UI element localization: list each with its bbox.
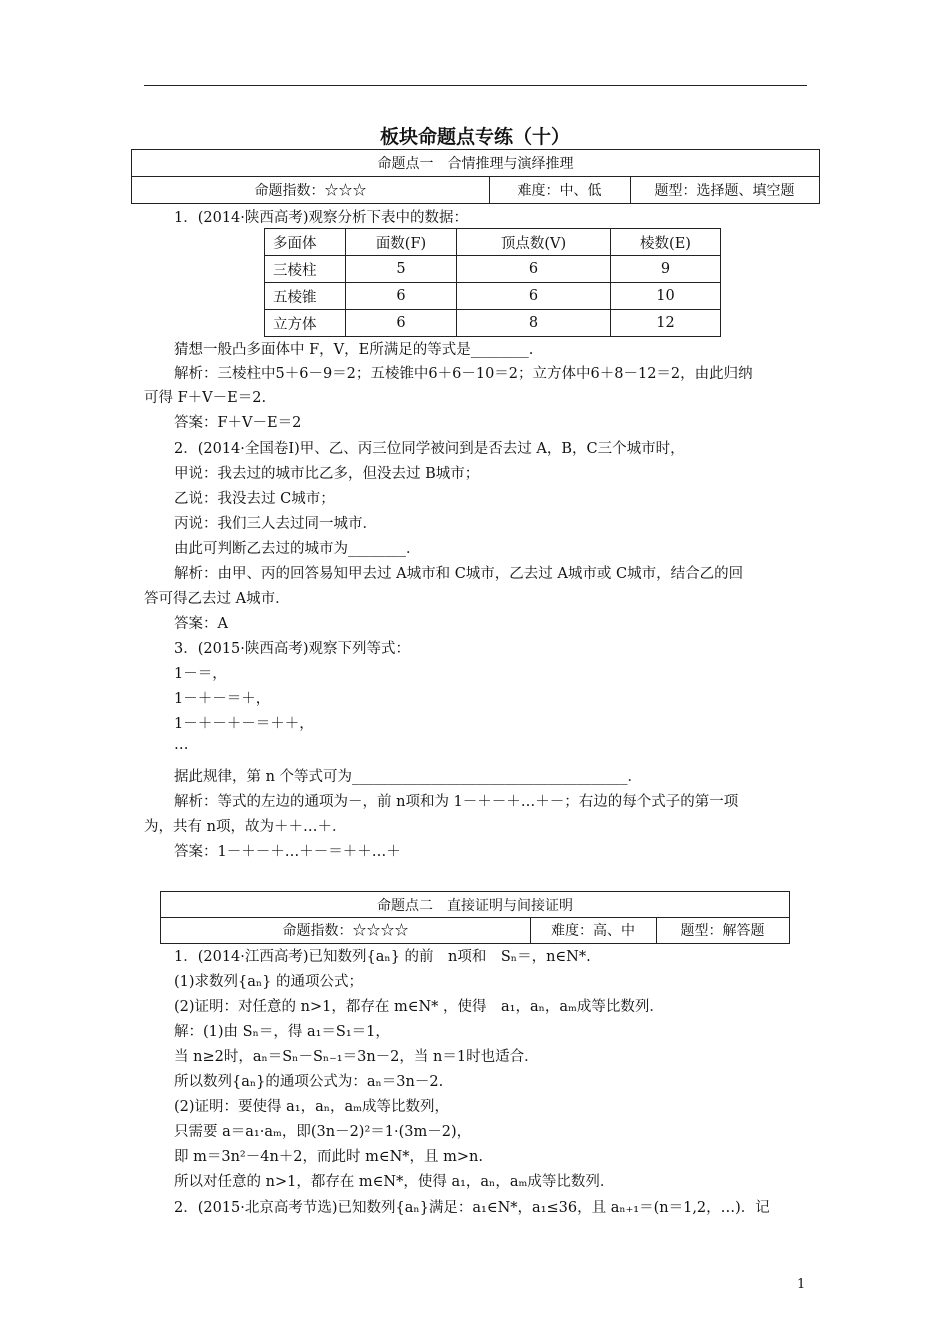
q3-solution-cont: 为，共有 n项，故为＋＋…＋． (144, 819, 347, 835)
table-header-cell: 棱数(E) (611, 229, 721, 256)
q3-stem: 3．(2015·陕西高考)观察下列等式： (174, 641, 411, 657)
q3-equation-1: 1－＝， (174, 666, 227, 682)
table-cell: 五棱锥 (265, 283, 346, 310)
table-header-cell: 面数(F) (346, 229, 457, 256)
p1-solution-4: (2)证明：要使得 a₁，aₙ，aₘ成等比数列， (174, 1099, 450, 1115)
table-row (265, 256, 721, 283)
table-cell: 8 (457, 310, 611, 337)
section1-type: 题型：选择题、填空题 (654, 182, 795, 199)
section2-header: 命题点二 直接证明与间接证明 (377, 897, 573, 914)
table-cell: 10 (611, 283, 721, 310)
q2-statement-bing: 丙说：我们三人去过同一城市． (174, 516, 377, 532)
section1-box (131, 149, 820, 204)
p1-part1: (1)求数列{aₙ} 的通项公式； (174, 974, 364, 990)
table-header-cell: 多面体 (265, 229, 346, 256)
table-header-cell: 顶点数(V) (457, 229, 611, 256)
q3-ellipsis: … (174, 737, 189, 753)
p1-solution-6: 即 m＝3n²－4n＋2，而此时 m∈N*，且 m>n. (174, 1149, 484, 1165)
q2-statement-yi: 乙说：我没去过 C城市； (174, 491, 335, 507)
p1-stem: 1．(2014·江西高考)已知数列{aₙ} 的前 n项和 Sₙ＝，n∈N*. (174, 949, 591, 965)
table-cell: 12 (611, 310, 721, 337)
section2-difficulty: 难度：高、中 (551, 923, 635, 939)
section2-type: 题型：解答题 (680, 923, 765, 939)
q1-stem: 1．(2014·陕西高考)观察分析下表中的数据： (174, 210, 469, 226)
table-cell: 6 (457, 256, 611, 283)
p1-solution-5: 只需要 a＝a₁·aₘ，即(3n－2)²＝1·(3m－2)， (174, 1124, 472, 1140)
table-cell: 5 (346, 256, 457, 283)
q1-question: 猜想一般凸多面体中 F，V，E所满足的等式是________. (174, 342, 534, 358)
page-title: 板块命题点专练（十） (379, 126, 570, 148)
section1-header: 命题点一 合情推理与演绎推理 (377, 156, 574, 172)
p1-solution-2: 当 n≥2时，aₙ＝Sₙ－Sₙ₋₁＝3n－2，当 n＝1时也适合． (174, 1049, 539, 1065)
q2-answer: 答案：A (174, 616, 228, 632)
q3-equation-2: 1－＋－＝＋， (174, 691, 271, 707)
q2-question: 由此可判断乙去过的城市为________． (174, 541, 421, 557)
q3-answer: 答案：1－＋－＋…＋－＝＋＋…＋ (174, 844, 401, 860)
q2-solution-cont: 答可得乙去过 A城市． (144, 591, 290, 607)
q2-solution: 解析：由甲、丙的回答易知甲去过 A城市和 C城市，乙去过 A城市或 C城市，结合乙的回 (174, 566, 744, 582)
p1-solution-7: 所以对任意的 n>1，都存在 m∈N*，使得 a₁，aₙ，aₘ成等比数列． (174, 1174, 615, 1190)
section1-index: 命题指数：☆☆☆ (254, 182, 367, 199)
table-row (265, 310, 721, 337)
section2-index: 命题指数：☆☆☆☆ (282, 923, 409, 939)
q2-statement-jia: 甲说：我去过的城市比乙多，但没去过 B城市； (174, 466, 480, 482)
p1-solution-1: 解：(1)由 Sₙ＝，得 a₁＝S₁＝1， (174, 1024, 390, 1040)
header-rule (144, 85, 807, 86)
table-cell: 9 (611, 256, 721, 283)
table-cell: 三棱柱 (265, 256, 346, 283)
polyhedron-table (264, 228, 721, 337)
page-number: 1 (797, 1277, 806, 1292)
q2-stem: 2．(2014·全国卷Ⅰ)甲、乙、丙三位同学被问到是否去过 A，B，C三个城市时， (174, 441, 685, 457)
table-row (265, 283, 721, 310)
table-header-row (265, 229, 721, 256)
table-cell: 6 (346, 310, 457, 337)
q3-solution: 解析：等式的左边的通项为－，前 n项和为 1－＋－＋…＋－；右边的每个式子的第一项 (174, 794, 739, 810)
q1-solution-cont: 可得 F＋V－E＝2. (144, 390, 267, 406)
section1-difficulty: 难度：中、低 (517, 182, 602, 199)
q3-equation-3: 1－＋－＋－＝＋＋， (174, 716, 314, 732)
table-cell: 6 (346, 283, 457, 310)
table-cell: 6 (457, 283, 611, 310)
p1-solution-3: 所以数列{aₙ}的通项公式为：aₙ＝3n－2. (174, 1074, 444, 1090)
section2-box (160, 891, 790, 944)
q1-solution: 解析：三棱柱中5＋6－9＝2；五棱锥中6＋6－10＝2；立方体中6＋8－12＝2，由此归纳 (174, 366, 753, 382)
p2-stem: 2．(2015·北京高考节选)已知数列{aₙ}满足：a₁∈N*，a₁≤36，且 aₙ₊₁＝(n＝1,2，…)．记 (174, 1200, 770, 1216)
p1-part2: (2)证明：对任意的 n>1，都存在 m∈N* ，使得 a₁，aₙ，aₘ成等比数列． (174, 999, 664, 1015)
q1-answer: 答案：F＋V－E＝2 (174, 415, 302, 431)
table-cell: 立方体 (265, 310, 346, 337)
q3-question: 据此规律，第 n 个等式可为______________________________________． (174, 769, 643, 785)
